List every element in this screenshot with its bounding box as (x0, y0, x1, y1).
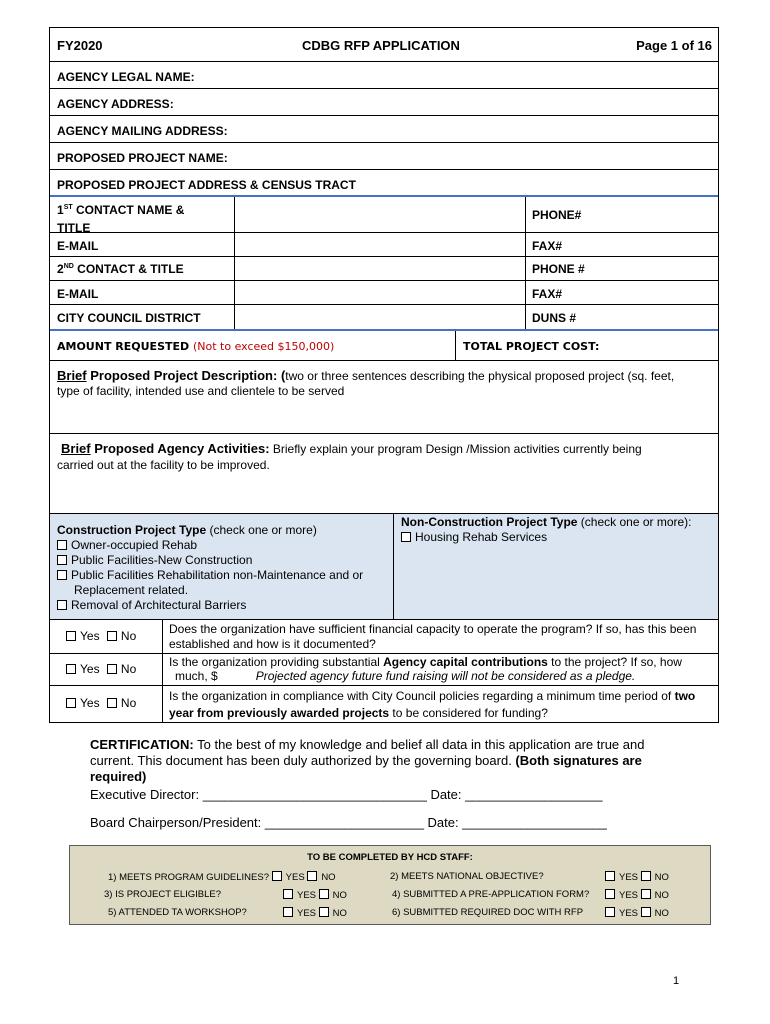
checkbox-icon[interactable] (641, 907, 651, 917)
proposed-project-name-field[interactable] (50, 143, 718, 170)
option-public-facilities-new[interactable]: Public Facilities-New Construction (57, 553, 363, 568)
council-row (50, 305, 718, 331)
checkbox-icon[interactable] (605, 889, 615, 899)
question-text: Does the organization have sufficient financial capacity to operate the program? If so, has this been established and how is it documented? (169, 622, 697, 651)
checkbox-icon[interactable] (57, 555, 67, 565)
project-type-section (50, 514, 718, 620)
agency-legal-name-label: AGENCY LEGAL NAME: (57, 70, 195, 84)
checkbox-icon[interactable] (307, 871, 317, 881)
email1-label: E-MAIL (57, 239, 99, 253)
option-housing-rehab-services[interactable]: Housing Rehab Services (401, 530, 692, 545)
agency-address-label: AGENCY ADDRESS: (57, 97, 174, 111)
construction-type-panel (50, 514, 394, 619)
certification-statement: CERTIFICATION: To the best of my knowledge and belief all data in this application are true and current. This document has been duly authorized by the governing board. (Both signatures are required) (90, 737, 645, 784)
staff-item-1: 1) MEETS PROGRAM GUIDELINES? YES NO (108, 872, 336, 883)
checkbox-icon[interactable] (107, 698, 117, 708)
email2-row (50, 281, 718, 305)
total-project-cost-label: TOTAL PROJECT COST: (463, 340, 600, 353)
council-label: CITY COUNCIL DISTRICT (57, 311, 201, 325)
staff-item-6-choice[interactable]: YES NO (605, 907, 669, 919)
proposed-project-address-label: PROPOSED PROJECT ADDRESS & CENSUS TRACT (57, 178, 356, 192)
checkbox-icon[interactable] (283, 907, 293, 917)
yes-no-choice[interactable]: Yes No (66, 629, 136, 643)
fax1-label: FAX# (532, 239, 563, 253)
application-form (49, 27, 719, 723)
email2-label: E-MAIL (57, 287, 99, 301)
proposed-project-name-label: PROPOSED PROJECT NAME: (57, 151, 228, 165)
checkbox-icon[interactable] (66, 698, 76, 708)
question-financial-capacity (50, 620, 718, 654)
project-description-field[interactable] (50, 361, 718, 434)
staff-item-2-choice[interactable]: YES NO (605, 871, 669, 883)
checkbox-icon[interactable] (66, 631, 76, 641)
checkbox-icon[interactable] (107, 631, 117, 641)
form-title: CDBG RFP APPLICATION (302, 38, 460, 53)
yes-no-choice[interactable]: Yes No (66, 662, 136, 676)
agency-mailing-address-label: AGENCY MAILING ADDRESS: (57, 124, 228, 138)
agency-activities-prompt: Brief Proposed Agency Activities: Briefly explain your program Design /Mission activities currently being carried out at the facility to be improved. (57, 441, 642, 472)
agency-activities-field[interactable] (50, 434, 718, 514)
fax2-label: FAX# (532, 287, 563, 301)
staff-item-2: 2) MEETS NATIONAL OBJECTIVE? (390, 871, 544, 882)
page-indicator: Page 1 of 16 (636, 38, 712, 53)
staff-item-6: 6) SUBMITTED REQUIRED DOC WITH RFP (392, 907, 584, 918)
duns-label: DUNS # (532, 311, 577, 325)
fiscal-year: FY2020 (57, 38, 103, 53)
checkbox-icon[interactable] (605, 907, 615, 917)
checkbox-icon[interactable] (319, 889, 329, 899)
question-capital-contributions (50, 654, 718, 686)
checkbox-icon[interactable] (641, 889, 651, 899)
staff-item-4: 4) SUBMITTED A PRE-APPLICATION FORM? (392, 889, 590, 900)
checkbox-icon[interactable] (605, 871, 615, 881)
email2-input[interactable] (235, 281, 525, 304)
option-owner-occupied-rehab[interactable]: Owner-occupied Rehab (57, 538, 363, 553)
amount-row (50, 331, 718, 361)
checkbox-icon[interactable] (401, 532, 411, 542)
project-description-prompt: Brief Proposed Project Description: (two or three sentences describing the physical proposed project (sq. feet, type of facility, intended use and clientele to be served (57, 368, 675, 398)
question-council-compliance (50, 686, 718, 722)
first-contact-label: 1ST CONTACT NAME & TITLE (57, 203, 185, 235)
email1-row (50, 233, 718, 257)
hcd-staff-box (69, 845, 711, 925)
checkbox-icon[interactable] (283, 889, 293, 899)
checkbox-icon[interactable] (272, 871, 282, 881)
question-text: Is the organization in compliance with City Council policies regarding a minimum time period of two year from previously awarded projects to be considered for funding? (169, 689, 696, 720)
agency-mailing-address-field[interactable] (50, 116, 718, 143)
construction-type-heading: Construction Project Type (check one or more) (57, 523, 317, 537)
question-text: Is the organization providing substantial Agency capital contributions to the project? If so, how much, $ Projected agency future fund raising will not be considered as a pledge. (169, 655, 682, 683)
staff-item-3: 3) IS PROJECT ELIGIBLE? (104, 889, 222, 900)
email1-input[interactable] (235, 233, 525, 256)
checkbox-icon[interactable] (57, 540, 67, 550)
form-header (50, 28, 718, 62)
checkbox-icon[interactable] (66, 664, 76, 674)
option-removal-barriers[interactable]: Removal of Architectural Barriers (57, 598, 363, 613)
first-contact-row (50, 197, 718, 233)
checkbox-icon[interactable] (57, 570, 67, 580)
council-input[interactable] (235, 305, 525, 329)
option-public-facilities-rehab[interactable]: Public Facilities Rehabilitation non-Maintenance and or Replacement related. (57, 568, 363, 598)
agency-legal-name-field[interactable] (50, 62, 718, 89)
second-contact-label: 2ND CONTACT & TITLE (57, 262, 184, 276)
second-contact-input[interactable] (235, 257, 525, 280)
staff-item-4-choice[interactable]: YES NO (605, 889, 669, 901)
phone1-label: PHONE# (532, 208, 582, 222)
page-number: 1 (673, 975, 680, 987)
certification-section (90, 737, 690, 831)
yes-no-choice[interactable]: Yes No (66, 696, 136, 710)
checkbox-icon[interactable] (641, 871, 651, 881)
executive-director-signature-line[interactable]: Executive Director: _______________________________ Date: ___________________ (90, 787, 603, 802)
proposed-project-address-field[interactable] (50, 170, 718, 197)
staff-item-5: 5) ATTENDED TA WORKSHOP? (108, 907, 247, 918)
second-contact-row (50, 257, 718, 281)
non-construction-type-heading: Non-Construction Project Type (check one or more): (401, 515, 692, 529)
phone2-label: PHONE # (532, 262, 585, 276)
checkbox-icon[interactable] (57, 600, 67, 610)
first-contact-input[interactable] (235, 197, 525, 232)
staff-item-3-choice[interactable]: YES NO (283, 889, 347, 901)
checkbox-icon[interactable] (319, 907, 329, 917)
staff-item-5-choice[interactable]: YES NO (283, 907, 347, 919)
staff-box-title: TO BE COMPLETED BY HCD STAFF: (307, 852, 473, 863)
amount-requested-label: AMOUNT REQUESTED (Not to exceed $150,000) (57, 340, 335, 353)
agency-address-field[interactable] (50, 89, 718, 116)
non-construction-type-panel (394, 514, 718, 619)
board-chair-signature-line[interactable]: Board Chairperson/President: ______________________ Date: ____________________ (90, 815, 607, 830)
checkbox-icon[interactable] (107, 664, 117, 674)
